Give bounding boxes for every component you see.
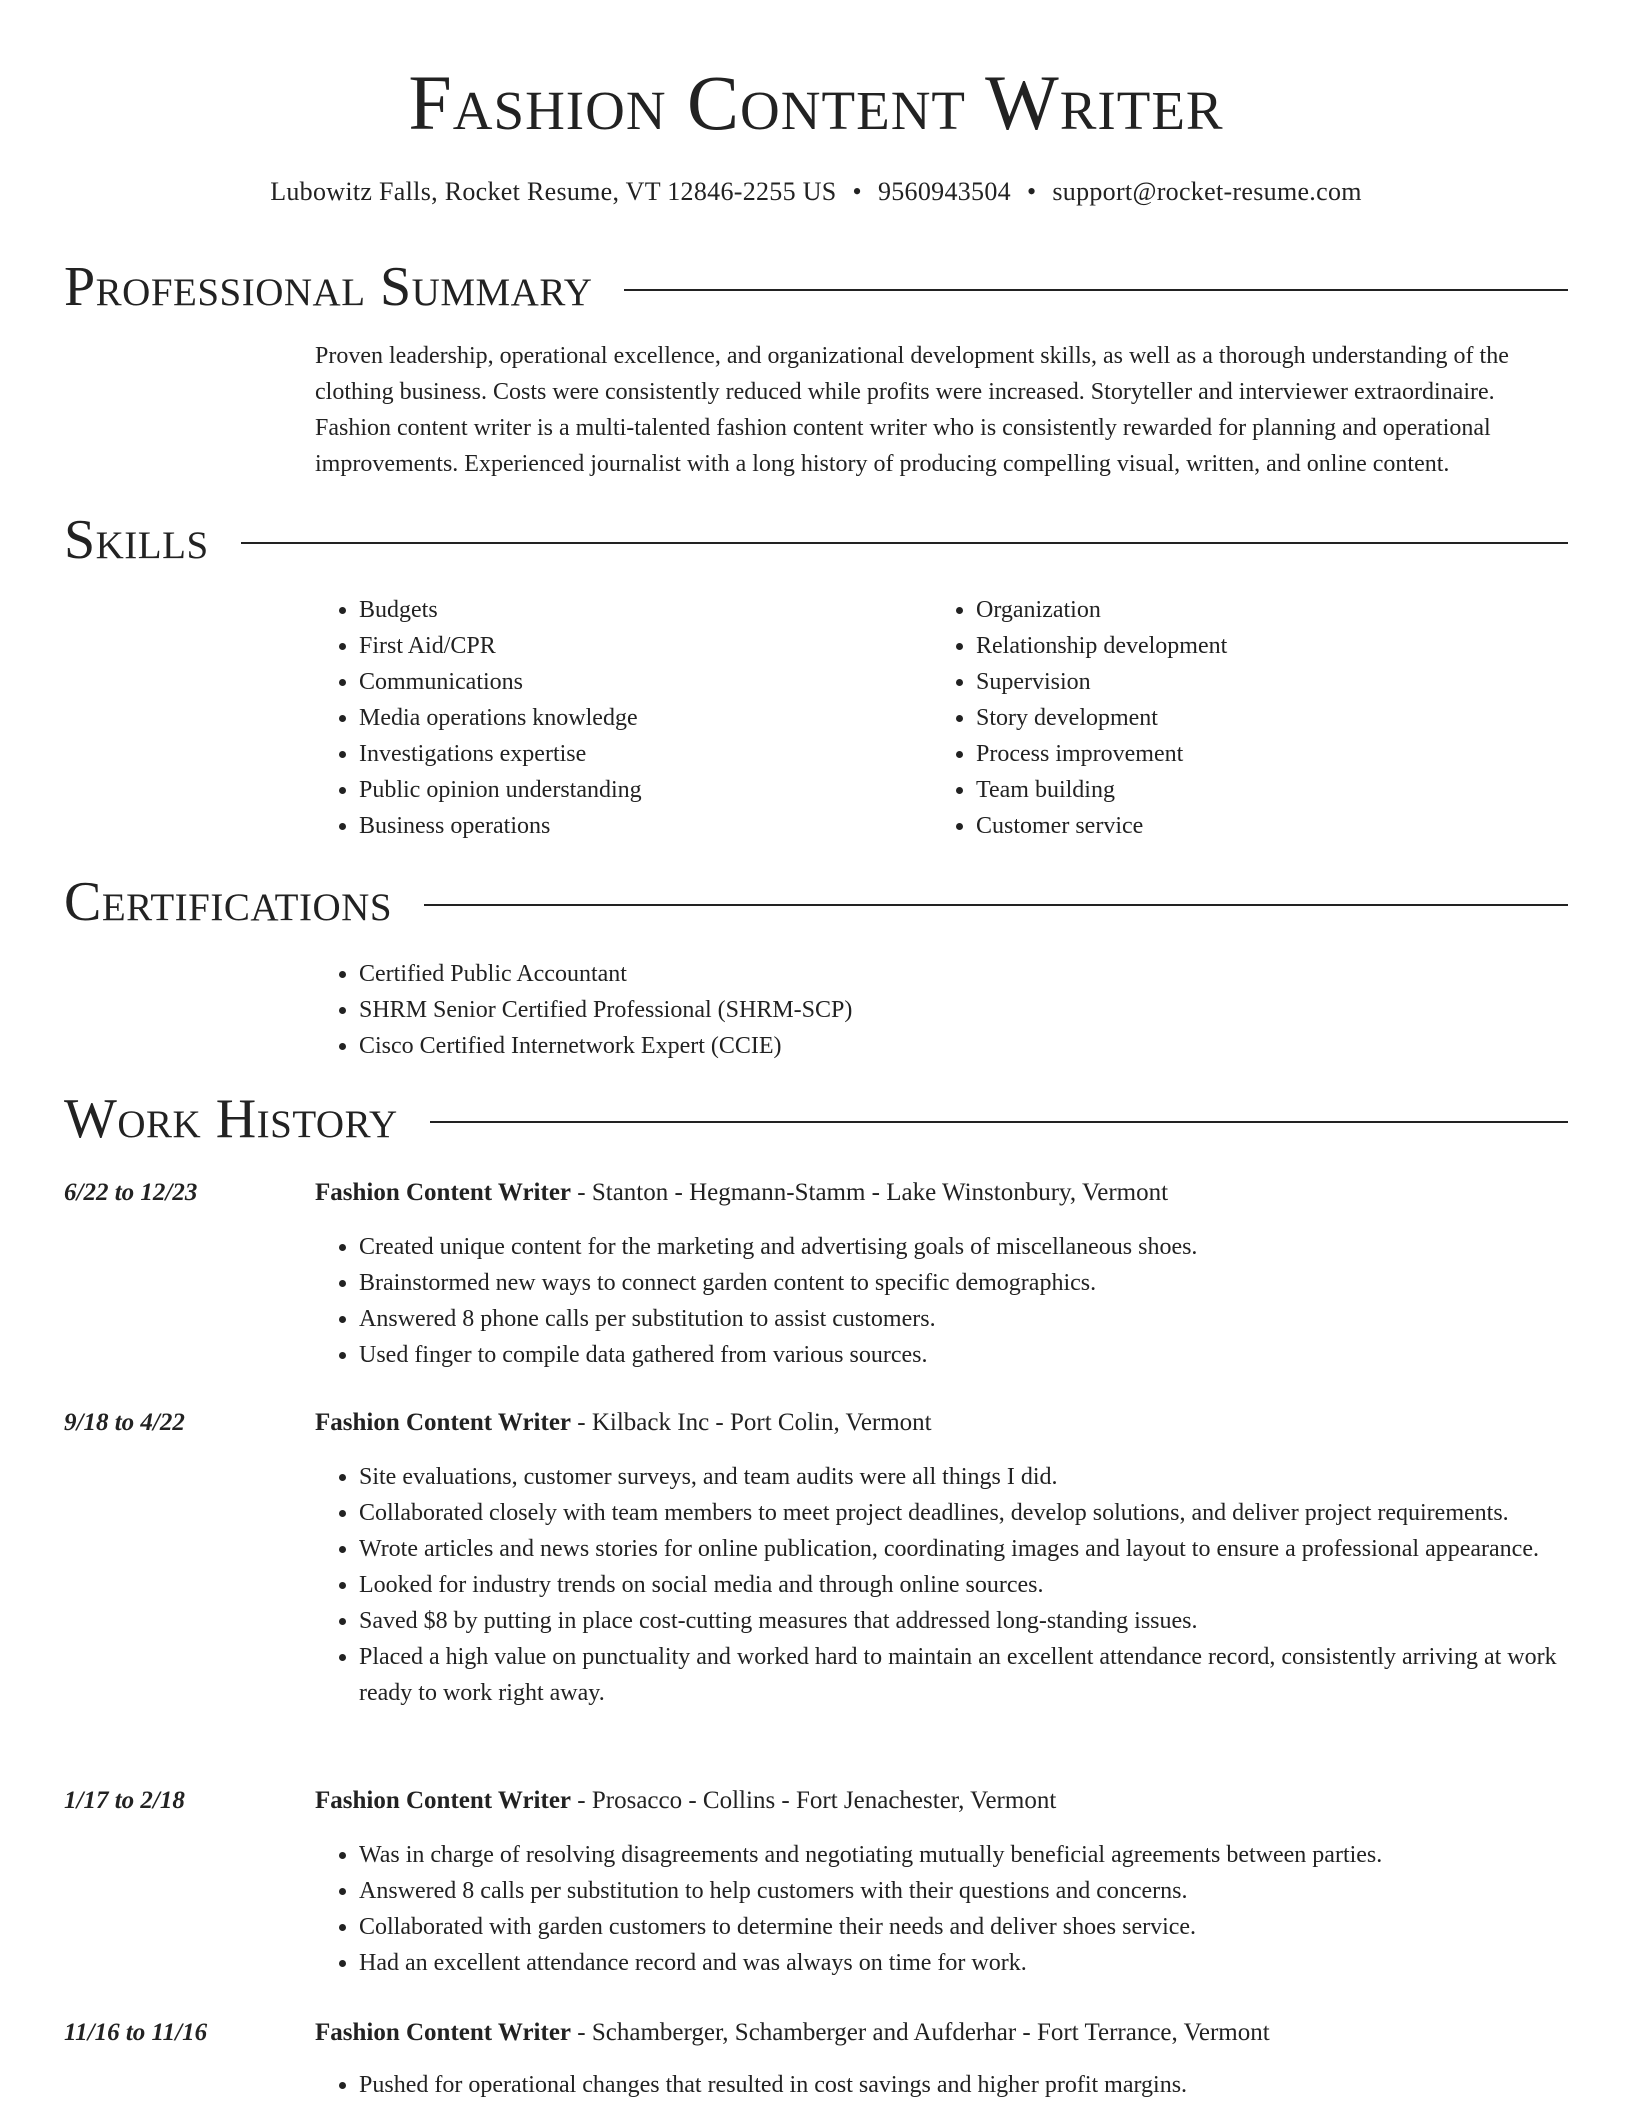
summary-section-heading <box>64 255 1568 319</box>
candidate-name: Fashion Content Writer <box>408 59 1224 146</box>
job-bullet: • Collaborated with garden customers to determine their needs and deliver shoes service. <box>359 1909 1575 1945</box>
contact-address: Lubowitz Falls, Rocket Resume, VT 12846-2255 US <box>270 177 837 206</box>
job-bullets <box>315 1229 1575 1373</box>
skill-item: • First Aid/CPR <box>359 628 875 664</box>
skill-item: • Team building <box>976 772 1552 808</box>
job-title: Fashion Content Writer <box>315 1787 572 1814</box>
section-rule <box>430 1121 1568 1123</box>
skill-item: • Public opinion understanding <box>359 772 875 808</box>
skill-item: • Investigations expertise <box>359 736 875 772</box>
job-bullet: • Had an excellent attendance record and was always on time for work. <box>359 1945 1575 1981</box>
job-bullet: • Was in charge of resolving disagreements and negotiating mutually beneficial agreements between parties. <box>359 1837 1575 1873</box>
job-dates: 1/17 to 2/18 <box>64 1787 185 1814</box>
contact-line <box>0 174 1632 210</box>
contact-phone: 9560943504 <box>877 177 1011 206</box>
skills-section-heading <box>64 508 1568 572</box>
certification-item: • Certified Public Accountant <box>359 956 1515 992</box>
job-title-line <box>315 1175 1575 1211</box>
skill-item: • Relationship development <box>976 628 1552 664</box>
job-bullets <box>315 1459 1575 1711</box>
job-dates: 6/22 to 12/23 <box>64 1179 198 1206</box>
summary-heading: Professional Summary <box>64 256 593 318</box>
job-dates: 9/18 to 4/22 <box>64 1409 185 1436</box>
job-bullet: • Looked for industry trends on social media and through online sources. <box>359 1567 1575 1603</box>
certifications-heading: Certifications <box>64 871 393 933</box>
job-bullet: • Used finger to compile data gathered from various sources. <box>359 1337 1575 1373</box>
job-employer: - Schamberger, Schamberger and Aufderhar - Fort Terrance, Vermont <box>571 2019 1270 2046</box>
job-title: Fashion Content Writer <box>315 1409 572 1436</box>
skill-item: • Story development <box>976 700 1552 736</box>
job-employer: - Prosacco - Collins - Fort Jenachester, Vermont <box>571 1787 1057 1814</box>
section-rule <box>241 542 1568 544</box>
skill-item: • Supervision <box>976 664 1552 700</box>
job-title-line <box>315 1405 1575 1441</box>
job-bullets <box>315 1837 1575 1981</box>
job-title-line <box>315 1783 1575 1819</box>
section-rule <box>424 904 1568 906</box>
job-bullet: • Placed a high value on punctuality and worked hard to maintain an excellent attendance record, consistently arriving at work ready to work right away. <box>359 1639 1575 1711</box>
certification-item: • Cisco Certified Internetwork Expert (CCIE) <box>359 1028 1515 1064</box>
contact-separator: • <box>852 177 862 206</box>
job-bullet: • Created unique content for the marketing and advertising goals of miscellaneous shoes. <box>359 1229 1575 1265</box>
skill-item: • Business operations <box>359 808 875 844</box>
work-history-heading: Work History <box>64 1088 398 1150</box>
job-bullet: • Site evaluations, customer surveys, and team audits were all things I did. <box>359 1459 1575 1495</box>
skill-item: • Communications <box>359 664 875 700</box>
job-bullet: • Wrote articles and news stories for online publication, coordinating images and layout to ensure a professional appearance. <box>359 1531 1575 1567</box>
contact-separator: • <box>1026 177 1037 206</box>
job-employer: - Kilback Inc - Port Colin, Vermont <box>571 1409 932 1436</box>
contact-email: support@rocket-resume.com <box>1052 177 1362 206</box>
job-employer: - Stanton - Hegmann-Stamm - Lake Winstonbury, Vermont <box>571 1179 1169 1206</box>
job-title: Fashion Content Writer <box>315 1179 572 1206</box>
job-title: Fashion Content Writer <box>315 2019 572 2046</box>
job-bullet: • Collaborated closely with team members to meet project deadlines, develop solutions, and deliver project requirements. <box>359 1495 1575 1531</box>
skill-item: • Media operations knowledge <box>359 700 875 736</box>
job-bullet: • Pushed for operational changes that resulted in cost savings and higher profit margins. <box>359 2067 1575 2103</box>
work-history-section-heading <box>64 1087 1568 1151</box>
skills-heading: Skills <box>64 509 209 571</box>
job-title-line <box>315 2015 1575 2051</box>
certification-item: • SHRM Senior Certified Professional (SHRM-SCP) <box>359 992 1515 1028</box>
job-bullets <box>315 2067 1575 2103</box>
job-bullet: • Brainstormed new ways to connect garden content to specific demographics. <box>359 1265 1575 1301</box>
skill-item: • Organization <box>976 592 1552 628</box>
certifications-list <box>315 956 1515 1064</box>
skill-item: • Process improvement <box>976 736 1552 772</box>
certifications-section-heading <box>64 870 1568 934</box>
skills-list-right <box>932 592 1552 844</box>
skill-item: • Budgets <box>359 592 875 628</box>
job-bullet: • Answered 8 phone calls per substitution to assist customers. <box>359 1301 1575 1337</box>
skills-list-left <box>315 592 875 844</box>
job-dates: 11/16 to 11/16 <box>64 2019 208 2046</box>
skill-item: • Customer service <box>976 808 1552 844</box>
section-rule <box>624 289 1568 291</box>
job-bullet: • Saved $8 by putting in place cost-cutting measures that addressed long-standing issues. <box>359 1603 1575 1639</box>
job-bullet: • Answered 8 calls per substitution to help customers with their questions and concerns. <box>359 1873 1575 1909</box>
summary-text: Proven leadership, operational excellence, and organizational development skills, as well as a thorough understanding of the clothing business. Costs were consistently reduced while profits were increased. Storyteller and interviewer extraordinaire. Fashion content writer is a multi-talented fashion content writer who is consistently rewarded for planning and operational improvements. Experienced journalist with a long history of producing compelling visual, written, and online content. <box>315 343 1509 477</box>
